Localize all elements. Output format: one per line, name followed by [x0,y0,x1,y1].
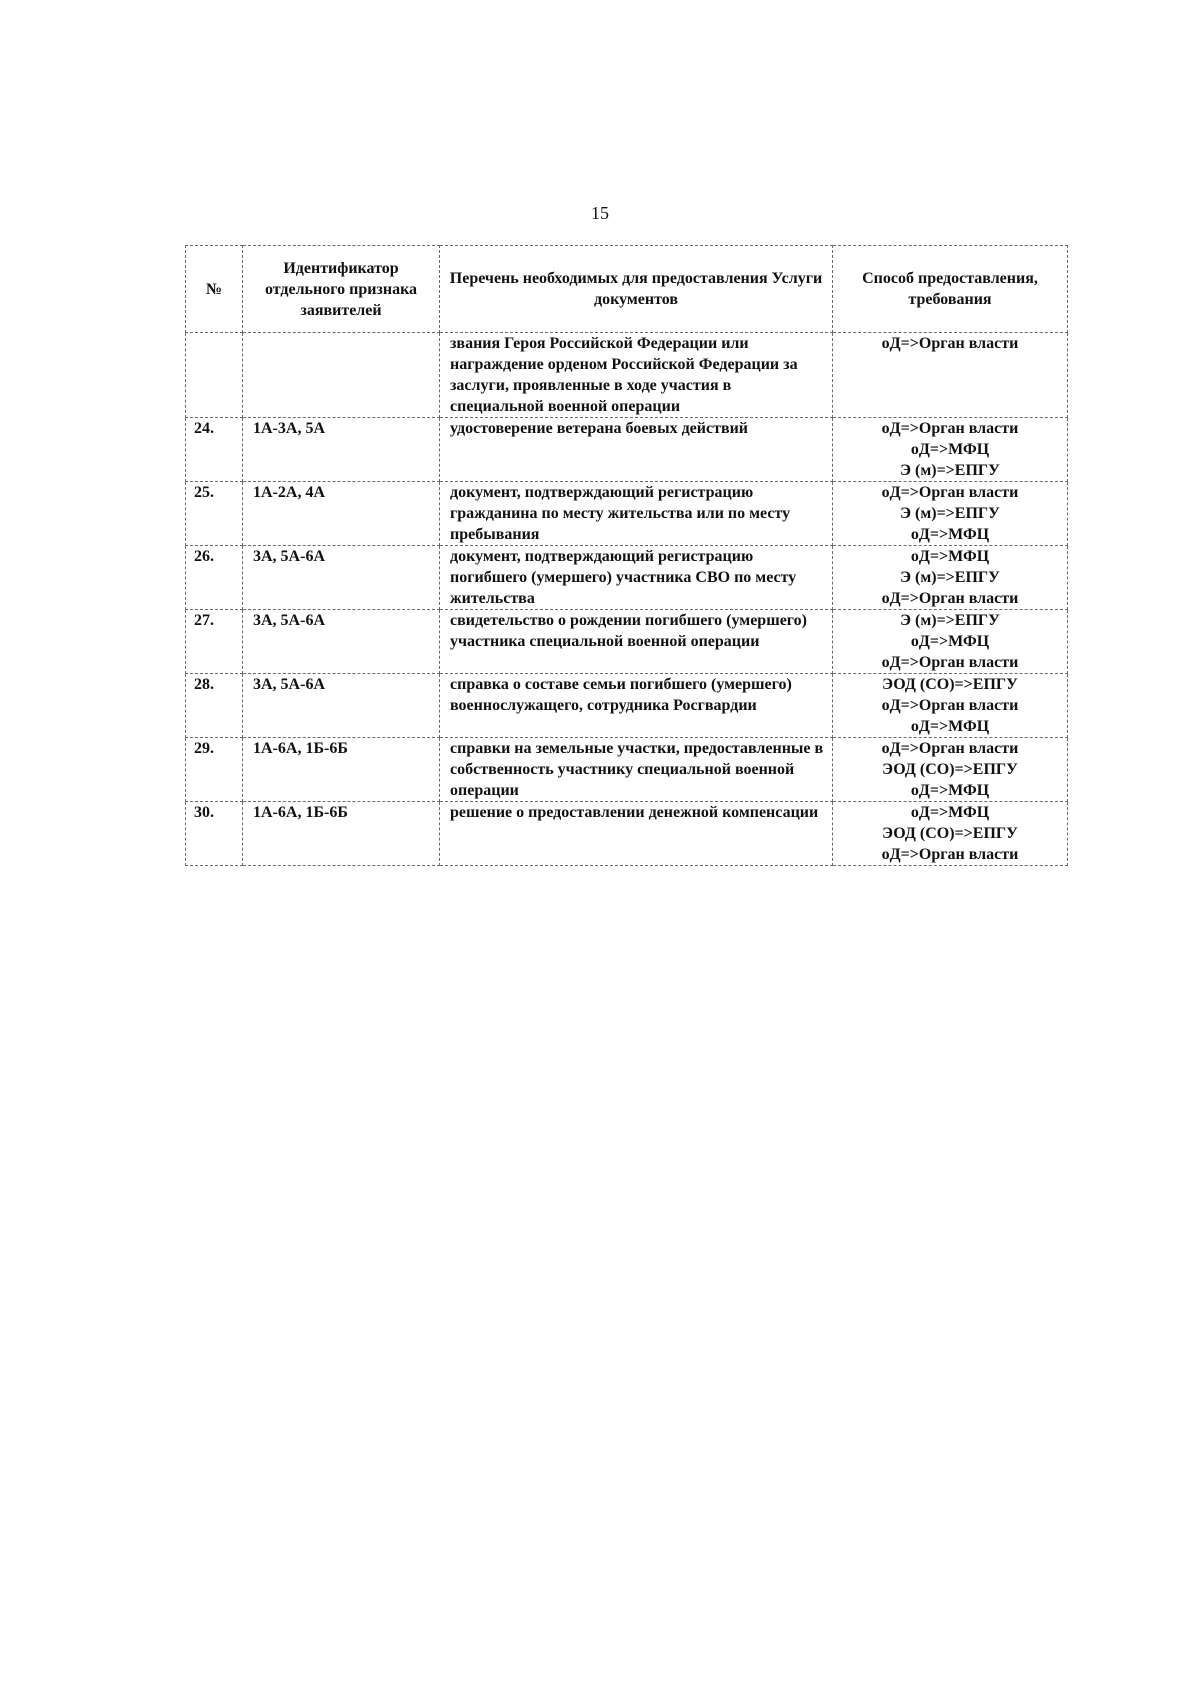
method-item: оД=>Орган власти [881,846,1019,863]
row-number: 24. [186,418,243,482]
method-item: оД=>МФЦ [910,804,990,821]
method-item: ЭОД (СО)=>ЕПГУ [882,761,1018,778]
row-identifier: 3А, 5А-6А [243,610,440,674]
method-item: оД=>МФЦ [910,548,990,565]
row-methods [833,482,1068,546]
row-identifier [243,333,440,418]
row-methods [833,546,1068,610]
row-methods [833,738,1068,802]
method-item: оД=>Орган власти [881,654,1019,671]
method-item: оД=>Орган власти [881,420,1019,437]
method-item: оД=>Орган власти [881,740,1019,757]
table-row [186,610,1068,674]
method-item: оД=>Орган власти [881,484,1019,501]
method-item: Э (м)=>ЕПГУ [900,569,1000,586]
method-item: оД=>МФЦ [910,526,990,543]
row-number: 29. [186,738,243,802]
row-methods [833,418,1068,482]
row-methods [833,610,1068,674]
row-number: 27. [186,610,243,674]
row-documents: документ, подтверждающий регистрацию погибшего (умершего) участника СВО по месту жительства [440,546,833,610]
header-num: № [186,246,243,333]
method-item: оД=>Орган власти [881,590,1019,607]
row-identifier: 1А-6А, 1Б-6Б [243,802,440,866]
row-documents: удостоверение ветерана боевых действий [440,418,833,482]
method-item: оД=>Орган власти [881,335,1019,352]
row-number [186,333,243,418]
header-identifier: Идентификатор отдельного признака заявителей [243,246,440,333]
row-documents: решение о предоставлении денежной компенсации [440,802,833,866]
row-identifier: 3А, 5А-6А [243,674,440,738]
documents-table [185,245,1068,866]
page-number: 15 [591,203,609,223]
row-number: 28. [186,674,243,738]
table-body [186,333,1068,866]
table-row [186,482,1068,546]
method-item: оД=>МФЦ [910,782,990,799]
row-documents: справка о составе семьи погибшего (умершего) военнослужащего, сотрудника Росгвардии [440,674,833,738]
table-row [186,546,1068,610]
table-row [186,738,1068,802]
method-item: ЭОД (СО)=>ЕПГУ [882,825,1018,842]
method-item: оД=>МФЦ [910,718,990,735]
row-methods [833,802,1068,866]
method-item: оД=>МФЦ [910,441,990,458]
table-row [186,802,1068,866]
row-identifier: 1А-6А, 1Б-6Б [243,738,440,802]
table-row [186,674,1068,738]
row-identifier: 1А-3А, 5А [243,418,440,482]
row-documents: документ, подтверждающий регистрацию гражданина по месту жительства или по месту пребывания [440,482,833,546]
row-number: 25. [186,482,243,546]
row-documents: звания Героя Российской Федерации или награждение орденом Российской Федерации за заслуги, проявленные в ходе участия в специальной военной операции [440,333,833,418]
header-method: Способ предоставления, требования [833,246,1068,333]
method-item: оД=>Орган власти [881,697,1019,714]
row-identifier: 3А, 5А-6А [243,546,440,610]
row-documents: свидетельство о рождении погибшего (умершего) участника специальной военной операции [440,610,833,674]
method-item: ЭОД (СО)=>ЕПГУ [882,676,1018,693]
row-documents: справки на земельные участки, предоставленные в собственность участнику специальной военной операции [440,738,833,802]
method-item: оД=>МФЦ [910,633,990,650]
header-documents: Перечень необходимых для предоставления Услуги документов [440,246,833,333]
row-number: 30. [186,802,243,866]
row-methods [833,333,1068,418]
method-item: Э (м)=>ЕПГУ [900,462,1000,479]
method-item: Э (м)=>ЕПГУ [900,505,1000,522]
row-methods [833,674,1068,738]
table-row [186,333,1068,418]
table-header-row [186,246,1068,333]
row-identifier: 1А-2А, 4А [243,482,440,546]
table-row [186,418,1068,482]
row-number: 26. [186,546,243,610]
method-item: Э (м)=>ЕПГУ [900,612,1000,629]
table-header [186,246,1068,333]
